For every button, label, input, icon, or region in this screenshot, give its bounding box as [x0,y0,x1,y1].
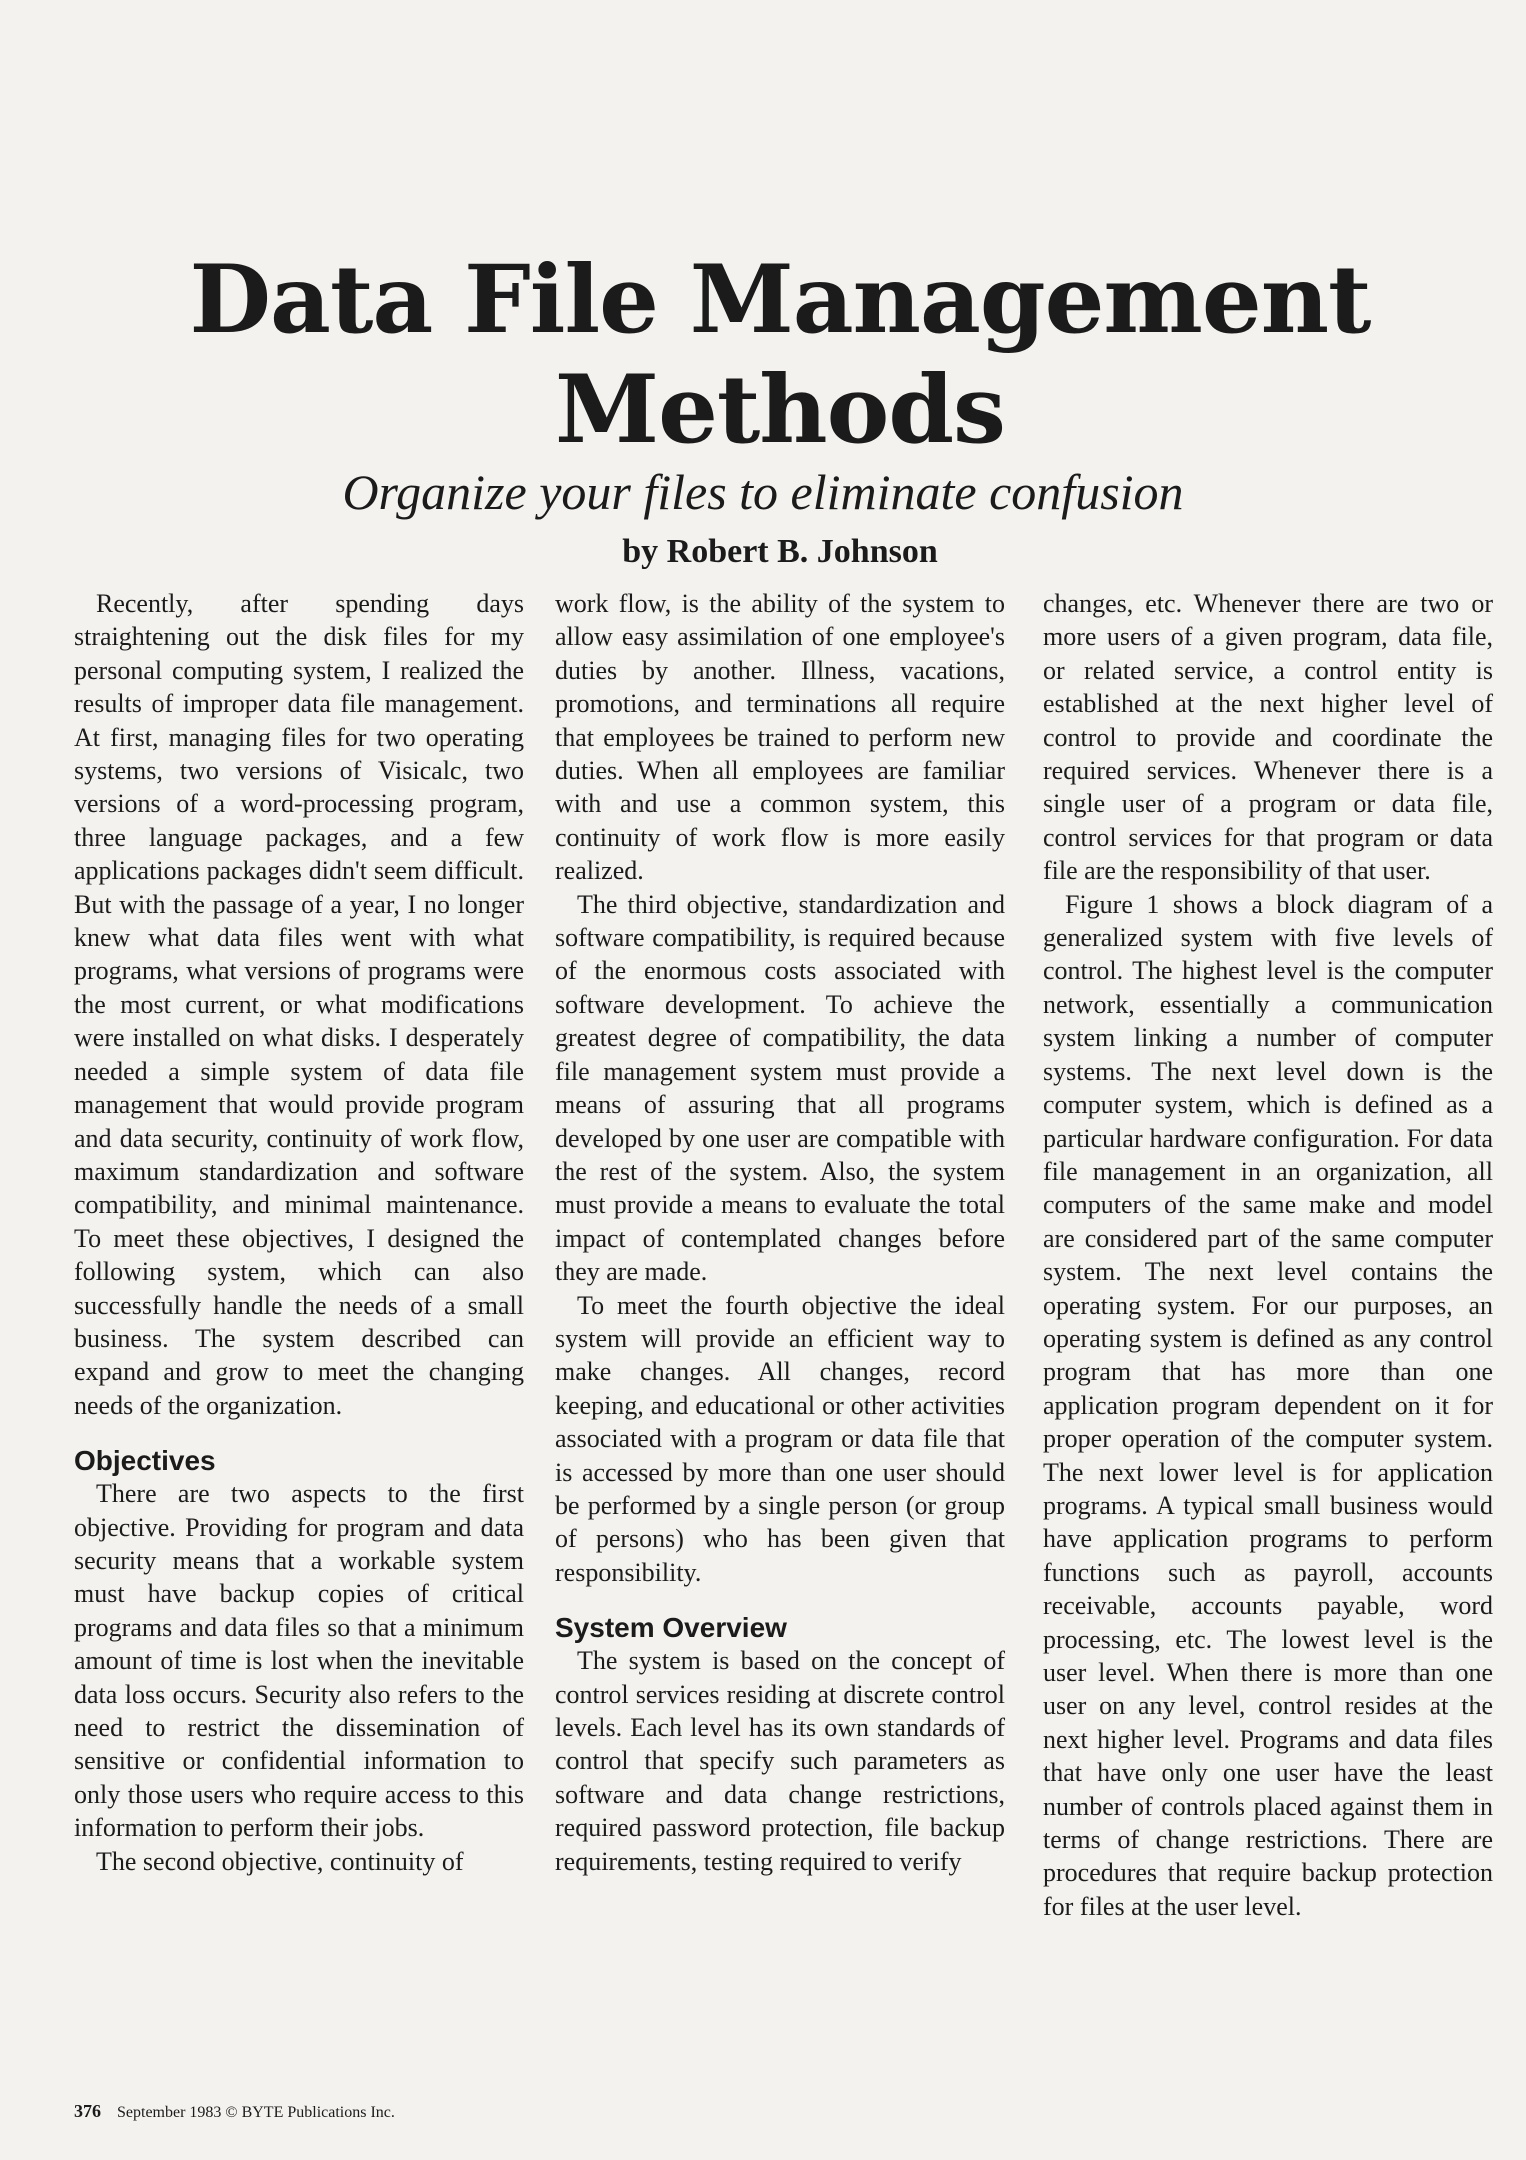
paragraph: work flow, is the ability of the system to allow easy assimilation of one employee's duties by another. Illness, vacations, promotions, and terminations all require that employees be trained to perform new duties. When all employees are familiar with and use a common system, this continuity of work flow is more easily realized. [555,589,1005,886]
article-byline: by Robert B. Johnson [622,533,938,570]
article-subtitle: Organize your files to eliminate confusion [342,464,1184,520]
page-footer [74,2100,395,2124]
section-heading-objectives: Objectives [74,1445,216,1477]
article-title: Data File Management Methods [189,245,1371,465]
page-number: 376 [74,2101,101,2121]
paragraph: There are two aspects to the first objective. Providing for program and data security means that a workable system must have backup copies of critical programs and data files so that a minimum amount of time is lost when the inevitable data loss occurs. Security also refers to the need to restrict the dissemination of sensitive or confidential information to only those users who require access to this information to perform their jobs. [74,1479,524,1843]
paragraph: To meet the fourth objective the ideal system will provide an efficient way to make changes. All changes, record keeping, and educational or other activities associated with a program or data file that is accessed by more than one user should be performed by a single person (or group of persons) who has been given that responsibility. [555,1290,1005,1587]
section-heading-system-overview: System Overview [555,1612,787,1644]
paragraph: The system is based on the concept of control services residing at discrete control levels. Each level has its own standards of control that specify such parameters as software and data change restrictions, required password protection, file backup requirements, testing required to verify [555,1646,1005,1876]
paragraph: Figure 1 shows a block diagram of a generalized system with five levels of control. The highest level is the computer network, essentially a communication system linking a number of computer systems. The next level down is the computer system, which is defined as a particular hardware configuration. For data file management in an organization, all computers of the same make and model are considered part of the same computer system. The next level contains the operating system. For our purposes, an operating system is defined as any control program that has more than one application program dependent on it for proper operation of the computer system. The next lower level is for application programs. A typical small business would have application programs to perform functions such as payroll, accounts receivable, accounts payable, word processing, etc. The lowest level is the user level. When there is more than one user on any level, control resides at the next higher level. Programs and data files that have only one user have the least number of controls placed against them in terms of change restrictions. There are procedures that require backup protection for files at the user level. [1043,889,1493,1921]
text-column-2 [555,587,1005,1878]
paragraph: Recently, after spending days straightening out the disk files for my personal computing system, I realized the results of improper data file management. At first, managing files for two operating systems, two versions of Visicalc, two versions of a word-processing program, three language packages, and a few applications packages didn't seem difficult. But with the passage of a year, I no longer knew what data files went with what programs, what versions of programs were the most current, or what modifications were installed on what disks. I desperately needed a simple system of data file management that would provide program and data security, continuity of work flow, maximum standardization and software compatibility, and minimal maintenance. To meet these objectives, I designed the following system, which can also successfully handle the needs of a small business. The system described can expand and grow to meet the changing needs of the organization. [74,589,524,1420]
text-column-3 [1043,587,1493,1923]
footer-credit: September 1983 © BYTE Publications Inc. [117,2104,395,2121]
paragraph: The second objective, continuity of [96,1846,464,1876]
paragraph: changes, etc. Whenever there are two or more users of a given program, data file, or related service, a control entity is established at the next higher level of control to provide and coordinate the required services. Whenever there is a single user of a program or data file, control services for that program or data file are the responsibility of that user. [1043,589,1493,886]
paragraph: The third objective, standardization and software compatibility, is required because of the enormous costs associated with software development. To achieve the greatest degree of compatibility, the data file management system must provide a means of assuring that all programs developed by one user are compatible with the rest of the system. Also, the system must provide a means to evaluate the total impact of contemplated changes before they are made. [555,889,1005,1287]
text-column-1 [74,587,524,1878]
